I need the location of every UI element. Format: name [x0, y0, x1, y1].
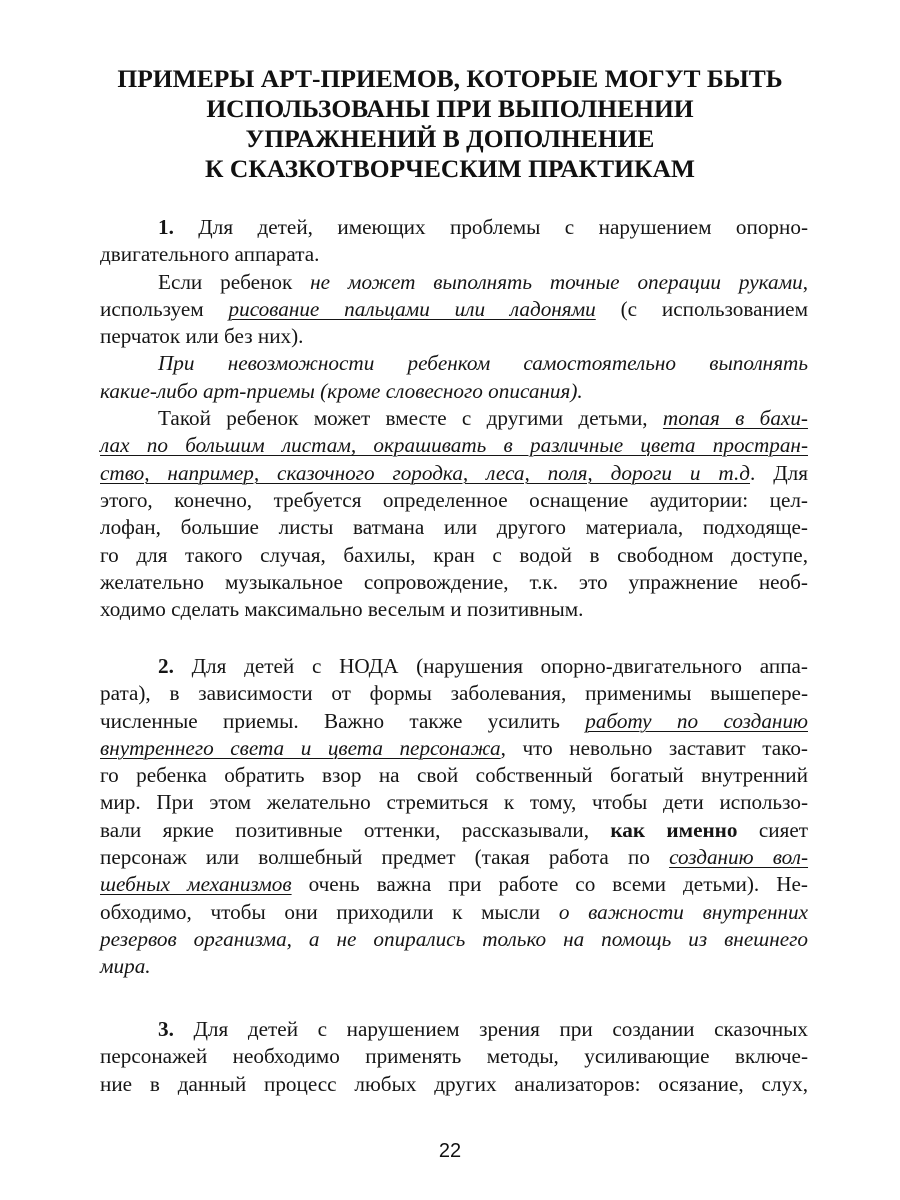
italic-line: При невозможности ребенком самостоятельно выполнять	[158, 351, 808, 376]
italic-underlined-text: работу по созданию	[585, 708, 808, 733]
paragraph-line: мир. При этом желательно стремиться к тому, чтобы дети использо-	[100, 790, 808, 815]
title-line: К СКАЗКОТВОРЧЕСКИМ ПРАКТИКАМ	[205, 154, 695, 183]
italic-line: резервов организма, а не опирались только на помощь из внешнего	[100, 926, 808, 951]
section-2	[100, 653, 808, 981]
paragraph-line	[100, 817, 808, 844]
paragraph-line: желательно музыкальное сопровождение, т.к. это упражнение необ-	[100, 569, 808, 594]
italic-underlined-text: внутреннего света и цвета персонажа	[100, 735, 501, 760]
text-run: Для детей, имеющих проблемы с нарушением опорно-	[173, 215, 808, 239]
text-run: численные приемы. Важно также усилить	[100, 708, 586, 733]
paragraph-line	[100, 735, 808, 762]
italic-underlined-text: ство, например, сказочного городка, леса, поля, дороги и т.д	[100, 460, 751, 485]
paragraph-line	[100, 269, 808, 296]
paragraph-line: двигательного аппарата.	[100, 242, 320, 267]
italic-underlined-text: шебных механизмов	[100, 872, 292, 897]
text-run: Такой ребенок может вместе с другими детьми,	[158, 406, 663, 431]
text-run: Если ребенок	[158, 269, 311, 294]
paragraph-line	[100, 405, 808, 432]
text-run: обходимо, чтобы они приходили к мысли	[100, 899, 559, 924]
paragraph-line	[100, 653, 808, 680]
paragraph-line: этого, конечно, требуется определенное оснащение аудитории: цел-	[100, 487, 808, 512]
italic-text: о важности внутренних	[558, 899, 808, 924]
text-run: ,	[802, 269, 808, 294]
italic-underlined-text: созданию вол-	[669, 845, 809, 870]
title-line: УПРАЖНЕНИЙ В ДОПОЛНЕНИЕ	[245, 124, 655, 153]
section-number: 3.	[158, 1017, 174, 1041]
paragraph-line	[100, 844, 808, 871]
text-run: (с использованием	[595, 296, 808, 321]
title-line: ИСПОЛЬЗОВАНЫ ПРИ ВЫПОЛНЕНИИ	[206, 94, 694, 123]
paragraph-line	[100, 871, 808, 898]
section-number: 1.	[158, 215, 174, 239]
paragraph-line: перчаток или без них).	[100, 324, 304, 349]
text-run: Для детей с нарушением зрения при создании сказочных	[173, 1017, 808, 1041]
paragraph-line: го для такого случая, бахилы, кран с водой в свободном доступе,	[100, 542, 808, 567]
paragraph-line: персонажей необходимо применять методы, усиливающие включе-	[100, 1044, 808, 1069]
italic-line: мира.	[100, 954, 151, 979]
title-line: ПРИМЕРЫ АРТ-ПРИЕМОВ, КОТОРЫЕ МОГУТ БЫТЬ	[117, 64, 783, 93]
paragraph-line	[100, 296, 808, 323]
page-title	[60, 64, 840, 184]
text-run: . Для	[750, 460, 809, 485]
paragraph-line: лофан, большие листы ватмана или другого материала, подходяще-	[100, 515, 808, 540]
text-run: очень важна при работе со всеми детьми). Не-	[291, 872, 808, 897]
paragraph-line: рата), в зависимости от формы заболевания, применимы вышепере-	[100, 681, 808, 706]
paragraph-line: ние в данный процесс любых других анализаторов: осязание, слух,	[100, 1071, 808, 1096]
italic-underlined-line: лах по большим листам, окрашивать в различные цвета простран-	[100, 433, 808, 458]
text-run: используем	[100, 296, 229, 321]
italic-underlined-text: рисование пальцами или ладонями	[228, 296, 596, 321]
text-run: вали яркие позитивные оттенки, рассказывали,	[100, 817, 611, 842]
section-1	[100, 214, 808, 623]
text-run: персонаж или волшебный предмет (такая работа по	[100, 845, 670, 870]
paragraph-line	[100, 460, 808, 487]
italic-underlined-text: топая в бахи-	[662, 406, 808, 431]
italic-line: какие-либо арт-приемы (кроме словесного описания).	[100, 378, 583, 403]
section-number: 2.	[158, 654, 174, 678]
paragraph-line	[100, 1016, 808, 1043]
bold-text: как именно	[610, 817, 738, 842]
text-run: , что невольно заставит тако-	[500, 735, 808, 760]
section-3	[100, 1016, 808, 1098]
paragraph-line: ходимо сделать максимально веселым и позитивным.	[100, 597, 584, 622]
page-number: 22	[438, 1140, 462, 1162]
paragraph-line	[100, 214, 808, 241]
paragraph-line	[100, 899, 808, 926]
italic-text: не может выполнять точные операции руками	[310, 269, 803, 294]
paragraph-line	[100, 708, 808, 735]
paragraph-line: го ребенка обратить взор на свой собственный богатый внутренний	[100, 763, 808, 788]
text-run: Для детей с НОДА (нарушения опорно-двигательного аппа-	[173, 654, 808, 678]
text-run: сияет	[737, 817, 808, 842]
